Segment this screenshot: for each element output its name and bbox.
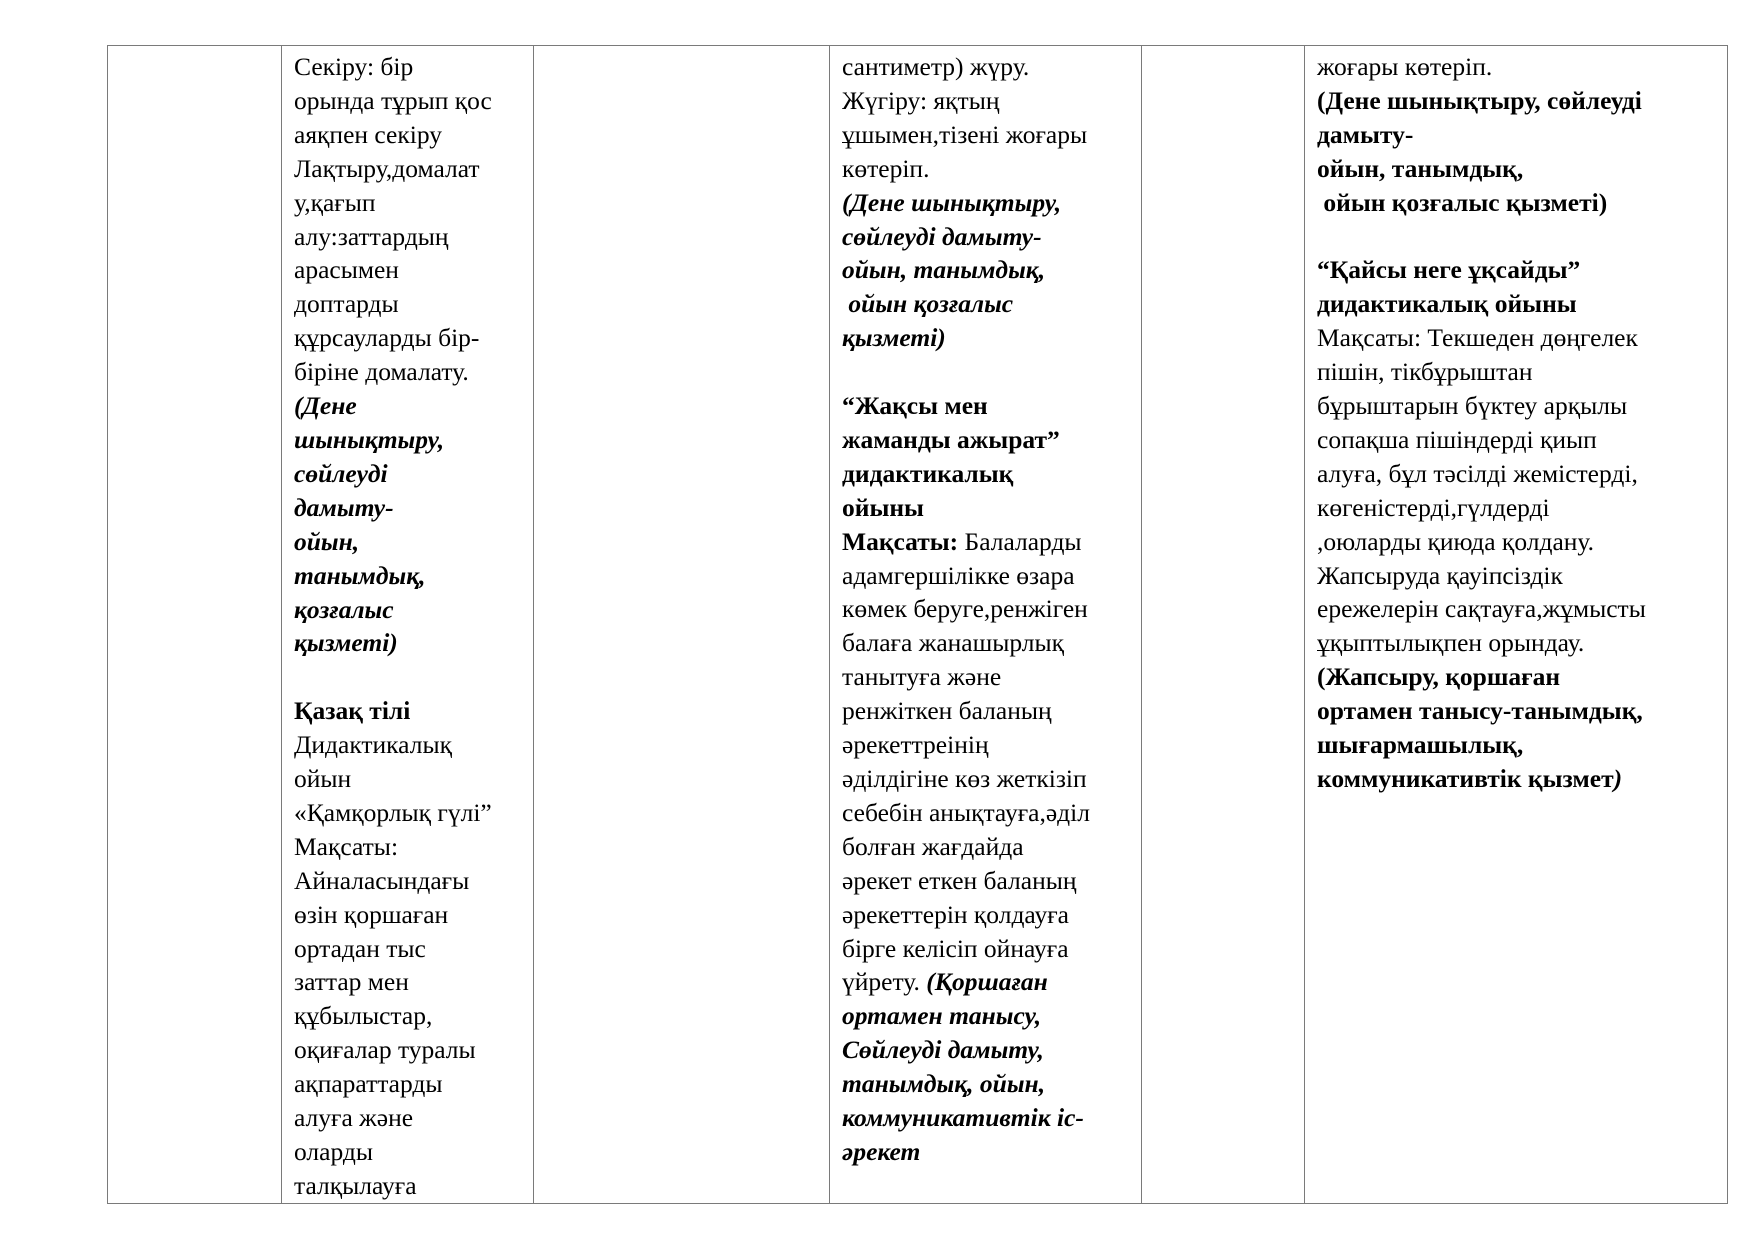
- cell-line-text: сантиметр) жүру.: [842, 52, 1030, 81]
- table-cell-col-3: [534, 46, 830, 1204]
- cell-line: [294, 525, 523, 559]
- cell-line-text: жаманды ажырат”: [842, 424, 1060, 454]
- cell-line-text: танытуға және: [842, 662, 1002, 692]
- cell-line-text: “Жақсы мен: [842, 391, 988, 421]
- cell-line-text: танымдық, ойын,: [842, 1069, 1046, 1099]
- cell-line-text: Қазақ тілі: [294, 696, 411, 726]
- cell-line-text: Мақсаты:: [842, 526, 959, 556]
- cell-line: [294, 389, 523, 423]
- cell-line-text: дидактикалық: [842, 458, 1014, 488]
- cell-line: [1317, 50, 1717, 84]
- cell-line-text: Сөйлеуді дамыту,: [842, 1035, 1044, 1065]
- cell-line: [842, 525, 1131, 559]
- cell-line: [294, 694, 523, 728]
- cell-line-text: “Қайсы неге ұқсайды”: [1317, 255, 1581, 285]
- table-cell-col-1: [108, 46, 282, 1204]
- cell-line: [294, 423, 523, 457]
- cell-line: [1317, 626, 1717, 660]
- cell-line: [1317, 423, 1717, 457]
- cell-line-text: (Дене шынықтыру,: [842, 187, 1062, 217]
- cell-line-text: қызметі): [294, 628, 398, 658]
- cell-line-text: оқиғалар туралы: [294, 1035, 476, 1065]
- cell-line-text: аяқпен секіру: [294, 119, 443, 149]
- cell-line-text: дамыту-: [294, 492, 394, 522]
- plan-table: [107, 45, 1728, 1204]
- cell-line: [842, 491, 1131, 525]
- cell-line: [1317, 84, 1717, 118]
- cell-line-text: үйрету.: [842, 967, 927, 997]
- cell-line-text: талқылауға: [294, 1170, 417, 1200]
- cell-line-text: көтеріп.: [842, 153, 930, 183]
- cell-line: [1317, 491, 1717, 525]
- cell-line-text: болған жағдайда: [842, 831, 1024, 861]
- cell-line: [1317, 287, 1717, 321]
- cell-line-text: алу:заттардың: [294, 221, 449, 251]
- cell-line-text: «Қамқорлық гүлі”: [294, 797, 492, 827]
- cell-line-text: қозғалыс: [294, 594, 394, 624]
- cell-line: [1317, 355, 1717, 389]
- cell-line: [1317, 152, 1717, 186]
- cell-line-text: әрекеттерін қолдауға: [842, 899, 1069, 929]
- cell-line: [842, 898, 1131, 932]
- cell-line: [842, 830, 1131, 864]
- cell-line: [842, 626, 1131, 660]
- cell-line-text: әділдігіне көз жеткізіп: [842, 764, 1087, 794]
- cell-line: [294, 965, 523, 999]
- cell-line-text: Жүгіру: яқтың: [842, 85, 1000, 115]
- cell-line: [842, 84, 1131, 118]
- cell-line: [294, 355, 523, 389]
- table-row: [108, 46, 1728, 1204]
- cell-line-text: танымдық,: [294, 560, 426, 590]
- cell-line: [842, 118, 1131, 152]
- cell-line: [294, 728, 523, 762]
- cell-line: [1317, 660, 1717, 694]
- cell-line-text: ойын, танымдық,: [842, 255, 1046, 285]
- cell-line-text: бұрыштарын бүктеу арқылы: [1317, 391, 1628, 421]
- cell-line: [294, 1067, 523, 1101]
- cell-line-text: бірге келісіп ойнауға: [842, 933, 1069, 963]
- cell-line-text: қызметі): [842, 323, 946, 353]
- cell-line: [842, 321, 1131, 355]
- cell-line: [842, 592, 1131, 626]
- cell-line-text: Секіру: бір: [294, 52, 414, 81]
- cell-line-text: (Дене: [294, 391, 357, 421]
- cell-line-text: ережелерін сақтауға,жұмысты: [1317, 594, 1646, 624]
- cell-line-text: Дидактикалық: [294, 730, 452, 760]
- cell-line: [842, 1101, 1131, 1135]
- cell-line: [294, 1169, 523, 1203]
- cell-line-text: коммуникативтік қызмет: [1317, 764, 1614, 794]
- cell-line: [842, 1135, 1131, 1169]
- cell-line: [294, 1135, 523, 1169]
- cell-line: [294, 559, 523, 593]
- cell-line: [294, 152, 523, 186]
- cell-line-text: ренжіткен баланың: [842, 696, 1052, 726]
- cell-line: [294, 898, 523, 932]
- cell-line: [842, 457, 1131, 491]
- cell-line: [842, 796, 1131, 830]
- cell-line-rest: ): [1613, 764, 1623, 794]
- cell-line-text: ойын қозғалыс қызметі): [1317, 187, 1608, 217]
- cell-line: [294, 287, 523, 321]
- cell-line: [1317, 253, 1717, 287]
- cell-line: [294, 864, 523, 898]
- cell-line-rest: (Қоршаған: [926, 967, 1048, 997]
- cell-line-text: Мақсаты: Текшеден дөңгелек: [1317, 323, 1638, 353]
- cell-line: [294, 830, 523, 864]
- cell-line: [294, 762, 523, 796]
- cell-line-text: доптарды: [294, 289, 399, 319]
- cell-line-text: оларды: [294, 1136, 373, 1166]
- cell-line-text: Мақсаты:: [294, 831, 399, 861]
- cell-line: [842, 1067, 1131, 1101]
- cell-line: [294, 999, 523, 1033]
- table-cell-col-6: [1305, 46, 1728, 1204]
- cell-line: [1317, 118, 1717, 152]
- cell-line: [294, 1101, 523, 1135]
- cell-line: [842, 186, 1131, 220]
- cell-line: [294, 796, 523, 830]
- cell-line-text: ортамен танысу,: [842, 1001, 1042, 1031]
- cell-line: [1317, 389, 1717, 423]
- cell-line-text: ойын, танымдық,: [1317, 153, 1524, 183]
- cell-line-text: көмек беруге,ренжіген: [842, 594, 1088, 624]
- cell-line-text: (Дене шынықтыру, сөйлеуді: [1317, 85, 1642, 115]
- cell-line-text: ойын,: [294, 526, 360, 556]
- cell-line: [1317, 525, 1717, 559]
- cell-line: [842, 728, 1131, 762]
- cell-line-text: (Жапсыру, қоршаған: [1317, 662, 1561, 692]
- cell-line: [1317, 220, 1717, 254]
- cell-line-text: орында тұрып қос: [294, 85, 492, 115]
- cell-line: [294, 186, 523, 220]
- cell-line: [842, 999, 1131, 1033]
- cell-line-text: әрекет: [842, 1136, 921, 1166]
- cell-line-text: Айналасындағы: [294, 865, 470, 895]
- cell-line: [1317, 457, 1717, 491]
- cell-line: [294, 253, 523, 287]
- cell-line-text: алуға, бұл тәсілді жемістерді,: [1317, 458, 1638, 488]
- cell-line-text: ортамен танысу-танымдық,: [1317, 696, 1643, 726]
- cell-line: [294, 1033, 523, 1067]
- cell-line-text: құбылыстар,: [294, 1001, 433, 1031]
- cell-line: [842, 287, 1131, 321]
- table-cell-col-2: [282, 46, 534, 1204]
- cell-line: [842, 694, 1131, 728]
- table-cell-col-5: [1142, 46, 1305, 1204]
- cell-line-rest: Балаларды: [958, 526, 1082, 556]
- cell-line-text: көгеністерді,гүлдерді: [1317, 492, 1550, 522]
- cell-line: [294, 491, 523, 525]
- cell-line-text: у,қағып: [294, 187, 376, 217]
- cell-line: [294, 660, 523, 694]
- cell-line-text: ойын қозғалыс: [842, 289, 1014, 319]
- cell-line: [842, 253, 1131, 287]
- cell-line: [294, 220, 523, 254]
- cell-line: [842, 152, 1131, 186]
- cell-line-text: сөйлеуді: [294, 458, 388, 488]
- cell-line-text: дамыту-: [1317, 119, 1414, 149]
- cell-line-text: ортадан тыс: [294, 933, 426, 963]
- cell-line-text: шынықтыру,: [294, 424, 445, 454]
- cell-line: [1317, 728, 1717, 762]
- cell-line: [842, 1033, 1131, 1067]
- table-cell-col-4: [830, 46, 1142, 1204]
- cell-line-text: адамгершілікке өзара: [842, 560, 1075, 590]
- cell-line-text: себебін анықтауға,әділ: [842, 797, 1090, 827]
- cell-line-text: сөйлеуді дамыту-: [842, 221, 1042, 251]
- cell-line-text: шығармашылық,: [1317, 730, 1524, 760]
- cell-line-text: заттар мен: [294, 967, 409, 997]
- cell-line-text: ойын: [294, 764, 352, 794]
- cell-line: [294, 593, 523, 627]
- cell-line-text: әрекет еткен баланың: [842, 865, 1077, 895]
- cell-line: [294, 932, 523, 966]
- cell-line-text: ұшымен,тізені жоғары: [842, 119, 1088, 149]
- cell-line: [842, 50, 1131, 84]
- cell-line: [1317, 762, 1717, 796]
- cell-line: [842, 559, 1131, 593]
- cell-line-text: Жапсыруда қауіпсіздік: [1317, 560, 1563, 590]
- cell-line-text: жоғары көтеріп.: [1317, 52, 1493, 81]
- cell-line: [1317, 592, 1717, 626]
- cell-line-text: алуға және: [294, 1103, 414, 1133]
- cell-line: [294, 50, 523, 84]
- cell-line-text: сопақша пішіндерді қиып: [1317, 424, 1597, 454]
- cell-line: [294, 84, 523, 118]
- cell-line: [294, 321, 523, 355]
- cell-line: [842, 389, 1131, 423]
- cell-line: [842, 932, 1131, 966]
- cell-line: [842, 864, 1131, 898]
- cell-line: [294, 626, 523, 660]
- cell-line-text: ақпараттарды: [294, 1069, 443, 1099]
- cell-line-text: біріне домалату.: [294, 357, 469, 387]
- cell-line-text: балаға жанашырлық: [842, 628, 1065, 658]
- cell-line-text: пішін, тікбұрыштан: [1317, 357, 1533, 387]
- cell-line-text: өзін қоршаған: [294, 899, 449, 929]
- cell-line: [1317, 321, 1717, 355]
- cell-line: [842, 220, 1131, 254]
- cell-line-text: құрсауларды бір-: [294, 323, 480, 353]
- cell-line: [842, 762, 1131, 796]
- cell-line-text: коммуникативтік іс-: [842, 1103, 1084, 1133]
- cell-line: [294, 118, 523, 152]
- cell-line-text: әрекеттреінің: [842, 730, 989, 760]
- cell-line-text: дидактикалық ойыны: [1317, 289, 1577, 319]
- cell-line-text: Лақтыру,домалат: [294, 153, 480, 183]
- cell-line-text: арасымен: [294, 255, 399, 285]
- cell-line: [842, 423, 1131, 457]
- cell-line: [1317, 559, 1717, 593]
- cell-line-text: ұқыптылықпен орындау.: [1317, 628, 1585, 658]
- cell-line: [842, 660, 1131, 694]
- cell-line: [842, 355, 1131, 389]
- cell-line: [294, 457, 523, 491]
- cell-line: [1317, 694, 1717, 728]
- cell-line: [842, 965, 1131, 999]
- cell-line-text: ойыны: [842, 492, 924, 522]
- cell-line: [1317, 186, 1717, 220]
- cell-line-text: ,оюларды қиюда қолдану.: [1317, 526, 1594, 556]
